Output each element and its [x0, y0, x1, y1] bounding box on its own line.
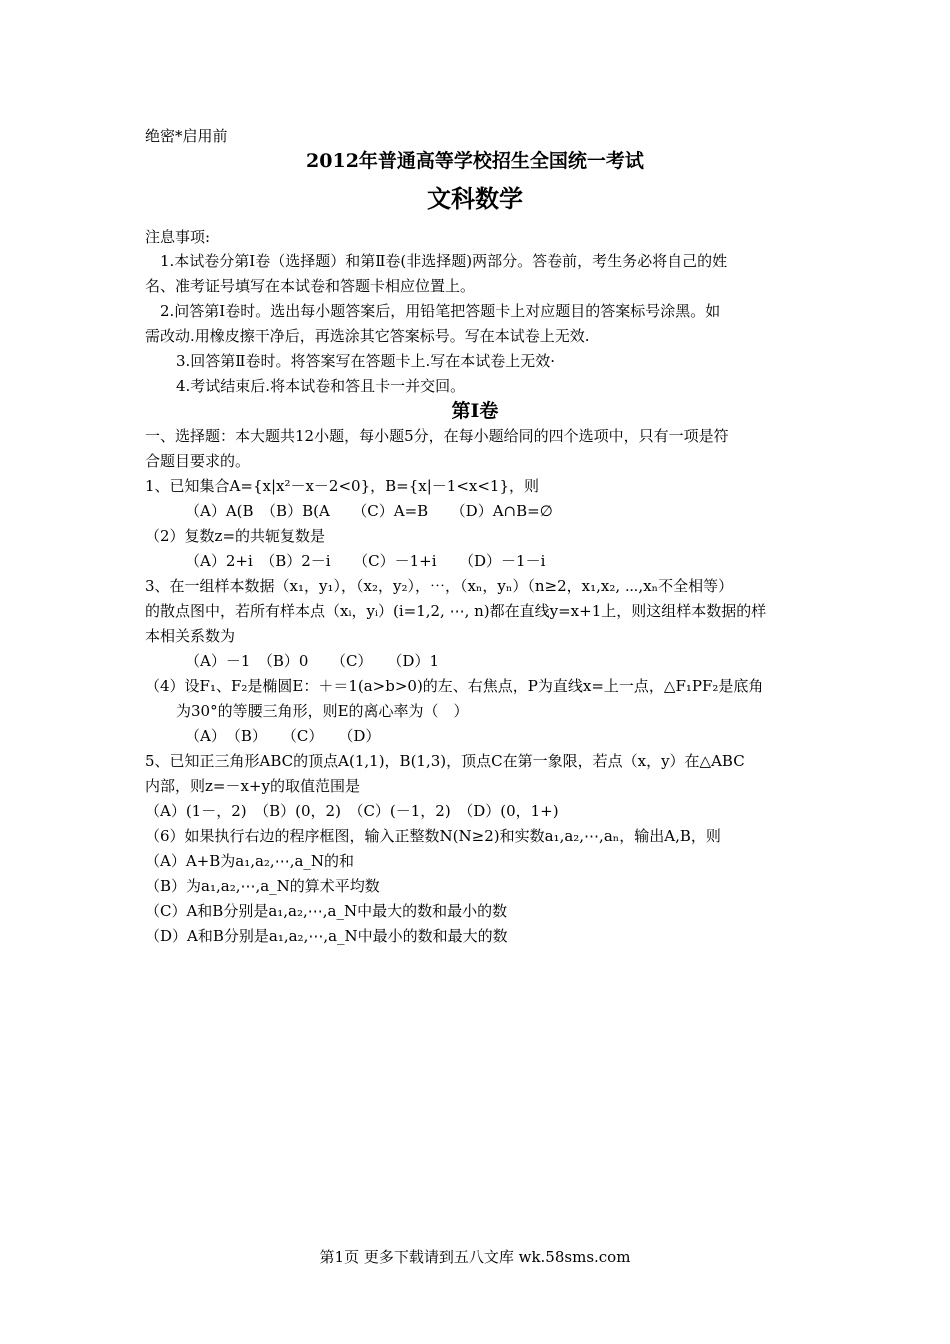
- question-6-option-b: （B）为a₁,a₂,⋯,a_N的算术平均数: [145, 877, 380, 895]
- question-5-options: （A）(1－，2) （B）(0，2) （C）(－1，2) （D）(0，1+): [145, 802, 559, 820]
- question-5-line-2: 内部，则z=－x+y的取值范围是: [145, 777, 360, 795]
- question-1-options: （A）A(B （B）B(A （C）A=B （D）A∩B=∅: [185, 502, 553, 520]
- question-4-line-2: 为30°的等腰三角形，则E的离心率为（ ）: [176, 702, 469, 720]
- section-intro-line-1: 一、选择题：本大题共12小题，每小题5分，在每小题给同的四个选项中，只有一项是符: [145, 427, 729, 445]
- question-3-line-1: 3、在一组样本数据（x₁，y₁），（x₂，y₂），⋯，（xₙ，yₙ）（n≥2，x₁,x₂, ⋯,xₙ不全相等）: [145, 577, 734, 595]
- question-3-line-3: 本相关系数为: [145, 627, 236, 645]
- question-3-line-2: 的散点图中，若所有样本点（xᵢ，yᵢ）(i=1,2, ⋯, n)都在直线y=x+1上，则这组样本数据的样: [145, 602, 767, 620]
- notice-item-2-line-2: 需改动.用橡皮擦干净后，再选涂其它答案标号。写在本试卷上无效.: [145, 327, 590, 345]
- notice-item-1-line-1: 1.本试卷分第Ⅰ卷（选择题）和第Ⅱ卷(非选择题)两部分。答卷前，考生务必将自己的姓: [160, 252, 728, 270]
- subject-title: 文科数学: [427, 184, 523, 213]
- notice-item-2-line-1: 2.问答第Ⅰ卷时。选出每小题答案后，用铅笔把答题卡上对应题目的答案标号涂黑。如: [160, 302, 721, 320]
- question-3-options: （A）－1 （B）0 （C） （D）1: [185, 652, 439, 670]
- section-title: 第Ⅰ卷: [451, 400, 499, 422]
- section-intro-line-2: 合题目要求的。: [145, 452, 251, 470]
- question-4-line-1: （4）设F₁、F₂是椭圆E：＋＝1(a>b>0)的左、右焦点，P为直线x=上一点，△F₁PF₂是底角: [145, 677, 764, 695]
- question-2-options: （A）2+i （B）2－i （C）－1+i （D）－1－i: [185, 552, 546, 570]
- question-6: （6）如果执行右边的程序框图，输入正整数N(N≥2)和实数a₁,a₂,⋯,aₙ，输出A,B，则: [145, 827, 721, 845]
- exam-title: 2012年普通高等学校招生全国统一考试: [306, 150, 644, 172]
- page-footer: 第1页 更多下载请到五八文库 wk.58sms.com: [319, 1248, 631, 1266]
- notice-item-1-line-2: 名、准考证号填写在本试卷和答题卡相应位置上。: [145, 277, 476, 295]
- question-4-options: （A） （B） （C） （D）: [185, 727, 381, 745]
- notice-item-3: 3.回答第Ⅱ卷时。将答案写在答题卡上.写在本试卷上无效·: [176, 352, 556, 370]
- question-6-option-c: （C）A和B分别是a₁,a₂,⋯,a_N中最大的数和最小的数: [145, 902, 508, 920]
- notice-title: 注息事项:: [145, 228, 211, 246]
- question-1: 1、已知集合A={x|x²－x－2<0}，B={x|－1<x<1}，则: [145, 477, 540, 495]
- notice-item-4: 4.考试结束后.将本试卷和答且卡一并交回。: [176, 377, 466, 395]
- question-5-line-1: 5、已知正三角形ABC的顶点A(1,1)，B(1,3)，顶点C在第一象限，若点（x，y）在△ABC: [145, 752, 745, 770]
- question-2: （2）复数z=的共轭复数是: [145, 527, 326, 545]
- question-6-option-a: （A）A+B为a₁,a₂,⋯,a_N的和: [145, 852, 355, 870]
- secret-label: 绝密*启用前: [145, 127, 228, 145]
- question-6-option-d: （D）A和B分别是a₁,a₂,⋯,a_N中最小的数和最大的数: [145, 927, 508, 945]
